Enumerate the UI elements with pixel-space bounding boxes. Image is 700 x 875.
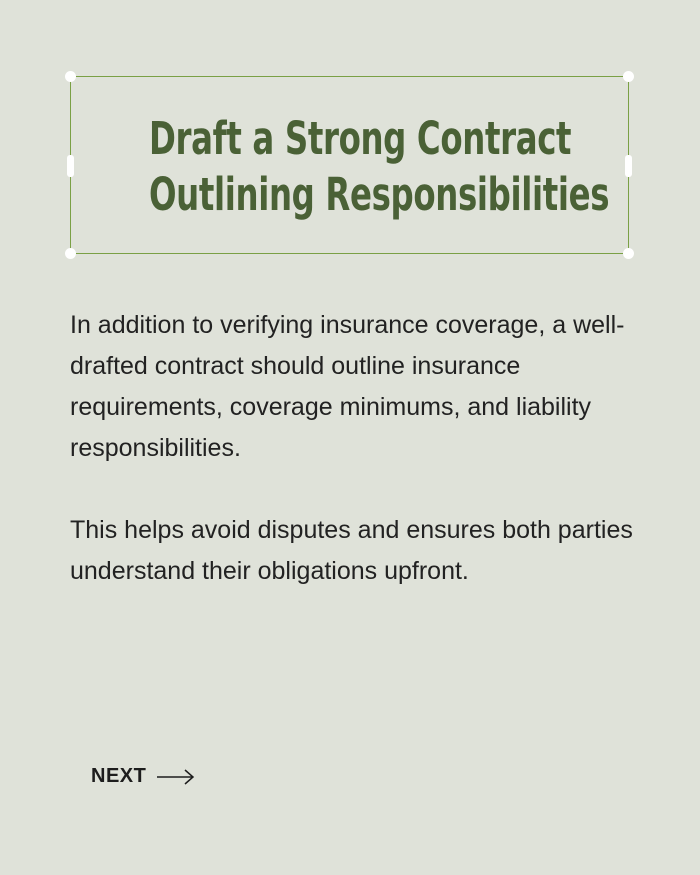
resize-handle-bottom-right[interactable] xyxy=(623,248,634,259)
body-paragraph-2: This helps avoid disputes and ensures both parties understand their obligations upfront. xyxy=(70,516,633,585)
title-frame[interactable] xyxy=(70,76,629,254)
resize-handle-left[interactable] xyxy=(67,155,74,177)
title-line-2: Outlining Responsibilities xyxy=(148,168,610,221)
page-title xyxy=(148,111,610,223)
resize-handle-top-right[interactable] xyxy=(623,71,634,82)
arrow-right-icon xyxy=(156,767,196,787)
title-line-1: Draft a Strong Contract xyxy=(148,112,572,165)
resize-handle-top-left[interactable] xyxy=(65,71,76,82)
next-button[interactable] xyxy=(91,765,196,788)
resize-handle-bottom-left[interactable] xyxy=(65,248,76,259)
body-text xyxy=(70,305,645,592)
resize-handle-right[interactable] xyxy=(625,155,632,177)
next-label: NEXT xyxy=(91,765,147,787)
body-paragraph-1: In addition to verifying insurance coverage, a well-drafted contract should outline insurance requirements, coverage minimums, and liability responsibilities. xyxy=(70,311,625,462)
